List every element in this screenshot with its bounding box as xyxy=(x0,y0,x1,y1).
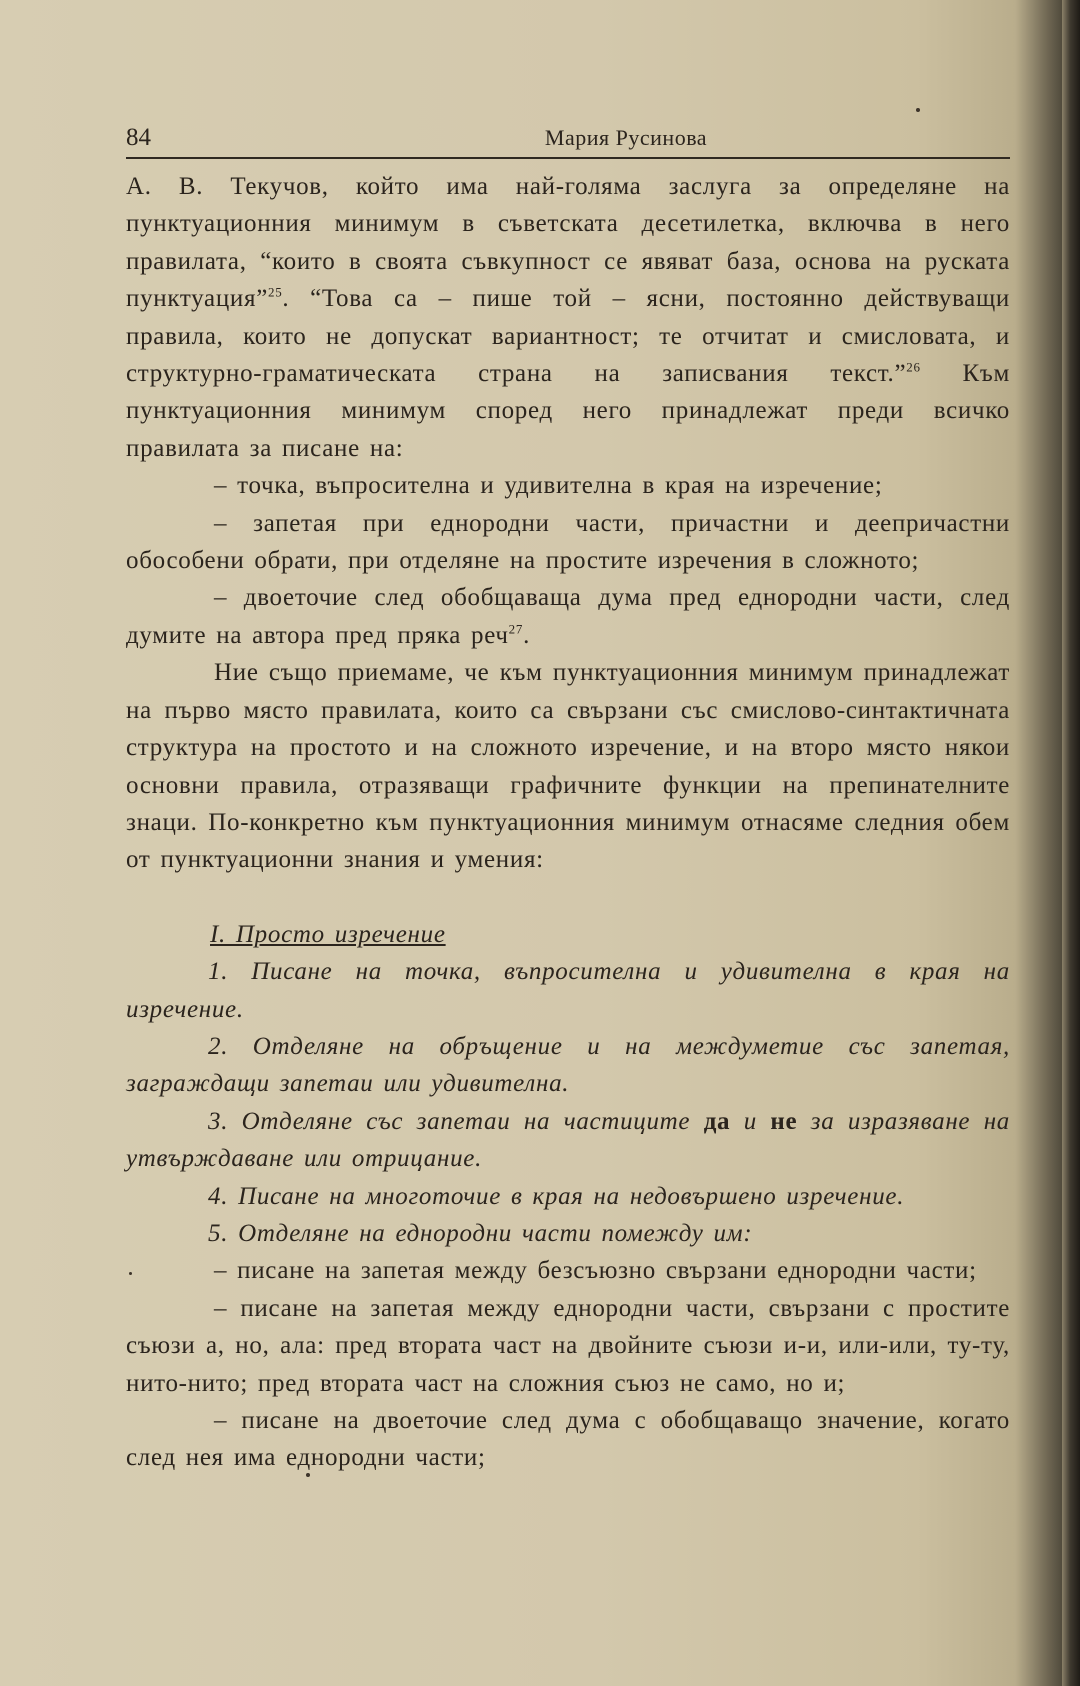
body-text xyxy=(126,168,1010,1477)
sub-rule-2: – писане на запетая между еднородни части, свързани с простите съюзи а, но, ала: пред втората част на двойните съюзи и-и, или-или, ту-ту, нито-нито; пред втората част на сложния съюз не само, но и; xyxy=(126,1294,1010,1397)
list-item-period: – точка, въпросителна и удивителна в края на изречение; xyxy=(214,472,883,500)
paper-speck xyxy=(916,108,920,112)
running-header xyxy=(126,123,1010,159)
paragraph-minimum: Ние също приемаме, че към пунктуационния минимум принадлежат на първо място правилата, които са свързани със смислово-синтактичната структура на простото и на сложното изречение, и на второ място някои основни правила, отразяващи графичните функции на препинателните знаци. По-конкретно към пунктуационния минимум отнасяме следния обем от пунктуационни знания и умения: xyxy=(126,659,1010,874)
paper-speck xyxy=(306,1473,310,1477)
footnote-ref-25: 25 xyxy=(268,284,283,300)
list-item-colon xyxy=(126,579,1010,654)
sub-rule-3: – писане на двоеточие след дума с обобщаващо значение, когато след нея има еднородни части; xyxy=(126,1407,1010,1472)
list-item-text: . xyxy=(523,621,531,649)
rule-text: за изразяване на утвърждаване или отрицание. xyxy=(126,1107,1010,1173)
rule-text: и xyxy=(730,1107,771,1135)
particle-da: да xyxy=(703,1107,731,1135)
paper-speck xyxy=(129,1272,132,1275)
particle-ne: не xyxy=(770,1107,798,1135)
sub-rule-1: – писане на запетая между безсъюзно свързани еднородни части; xyxy=(214,1257,977,1285)
section-heading: I. Просто изречение xyxy=(210,920,446,948)
rule-3 xyxy=(126,1103,1010,1178)
list-item-comma: – запетая при еднородни части, причастни и деепричастни обособени обрати, при отделяне на простите изречения в сложното; xyxy=(126,509,1010,575)
page-edge-shadow xyxy=(1062,0,1080,1686)
rule-2: 2. Отделяне на обръщение и на междуметие със запетая, заграждащи запетаи или удивителна. xyxy=(126,1032,1010,1098)
rule-text: 3. Отделяне със запетаи на частиците xyxy=(208,1107,704,1135)
footnote-ref-27: 27 xyxy=(508,621,524,637)
section-gap xyxy=(126,879,1010,916)
paragraph-text: Към пунктуационния минимум според него принадлежат преди всичко правилата за писане на: xyxy=(126,360,1011,462)
paragraph-text: . “Това са – пише той – ясни, постоянно действуващи правила, които не допускат вариантност; те отчитат и смисловата, и структурно-граматическата страна на записвания текст.” xyxy=(126,285,1010,388)
rule-1: 1. Писане на точка, въпросителна и удивителна в края на изречение. xyxy=(126,958,1010,1023)
paragraph-text: А. В. Текучов, който има най-голяма заслуга за определяне на пунктуационния минимум в съветската десетилетка, включва в него правилата, “които в своята съвкупност се явяват база, основа на руската пунктуация” xyxy=(126,173,1010,313)
paragraph-tekuchov xyxy=(126,168,1010,467)
footnote-ref-26: 26 xyxy=(906,359,921,375)
rule-4: 4. Писане на многоточие в края на недовършено изречение. xyxy=(208,1182,905,1210)
page-number: 84 xyxy=(126,124,151,151)
rule-5: 5. Отделяне на еднородни части помежду им: xyxy=(208,1219,753,1247)
list-item-text: – двоеточие след обобщаваща дума пред еднородни части, след думите на автора пред пряка реч xyxy=(126,584,1010,649)
author-running-head: Мария Русинова xyxy=(544,125,708,150)
